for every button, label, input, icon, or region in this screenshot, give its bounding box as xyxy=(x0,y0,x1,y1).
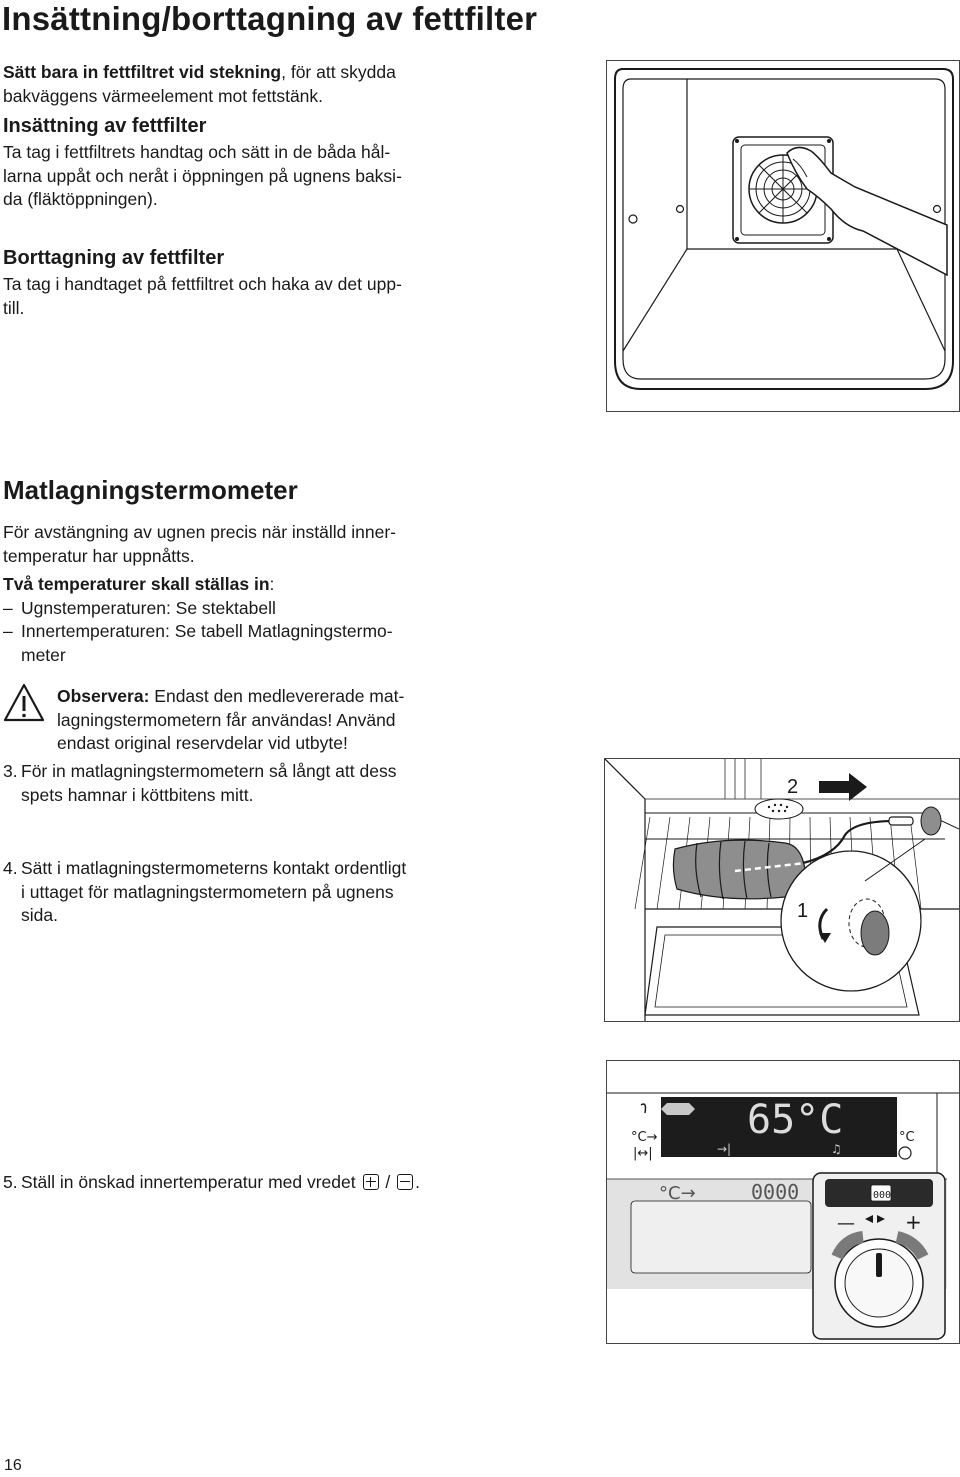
step-3-line: För in matlagningstermometern så långt att dess xyxy=(21,761,397,781)
remove-paragraph xyxy=(3,273,463,320)
dash-item-oven-temp: – Ugnstemperaturen: Se stektabell xyxy=(3,597,459,621)
step-4 xyxy=(3,857,459,928)
warning-line: endast original reservdelar vid utbyte! xyxy=(57,733,348,753)
step-5-number: 5. xyxy=(3,1171,18,1192)
step-3-number: 3. xyxy=(3,761,18,781)
page-title: Insättning/borttagning av fettfilter xyxy=(2,0,538,37)
dash-item-inner-temp xyxy=(3,620,459,667)
warning-bold: Observera: xyxy=(57,686,150,706)
dash-item-inner-temp-line2: meter xyxy=(21,644,66,665)
insert-line: da (fläktöppningen). xyxy=(3,189,158,209)
knob-plus-label: + xyxy=(905,1210,922,1234)
step-4-line: sida. xyxy=(21,905,58,925)
step-5-slash: / xyxy=(385,1171,391,1192)
warning-triangle-icon xyxy=(2,682,46,729)
plus-key-icon xyxy=(363,1174,379,1190)
warning-text xyxy=(57,685,459,756)
svg-text:°C: °C xyxy=(899,1130,915,1145)
callout-2: 2 xyxy=(787,776,799,798)
display-button-label: 000 xyxy=(873,1190,892,1201)
warning-line1: Endast den medlevererade mat- xyxy=(149,686,405,706)
two-temps-bold: Två temperaturer skall ställas in xyxy=(3,574,270,594)
svg-text:°C→: °C→ xyxy=(631,1130,658,1145)
insert-line: Ta tag i fettfiltrets handtag och sätt in de båda hål- xyxy=(3,142,391,162)
minus-key-icon xyxy=(397,1174,413,1190)
svg-text:|↔|: |↔| xyxy=(633,1146,653,1161)
thermometer-intro-line: temperatur har uppnåtts. xyxy=(3,545,195,566)
control-panel-drawing xyxy=(607,1061,959,1343)
step-3 xyxy=(3,760,459,807)
remove-line: Ta tag i handtaget på fettfiltret och haka av det upp- xyxy=(3,274,402,294)
step-4-number: 4. xyxy=(3,858,18,878)
page-number: 16 xyxy=(4,1457,22,1474)
oven-fan-filter-illustration xyxy=(606,60,960,412)
step-5 xyxy=(3,1171,491,1195)
remove-heading: Borttagning av fettfilter xyxy=(3,247,225,269)
remove-line: till. xyxy=(3,297,25,318)
intro-paragraph xyxy=(3,61,463,108)
intro-line2: bakväggens värmeelement mot fettstänk. xyxy=(3,85,324,106)
step-3-line: spets hamnar i köttbitens mitt. xyxy=(21,784,254,805)
svg-text:°C→: °C→ xyxy=(659,1183,696,1204)
step-4-line: Sätt i matlagningstermometerns kontakt ordentligt xyxy=(21,858,407,878)
dash-item-inner-temp-line1: – Innertemperaturen: Se tabell Matlagningstermo- xyxy=(21,621,393,641)
warning-line: lagningstermometern får användas! Använd xyxy=(57,709,396,730)
intro-bold: Sätt bara in fettfiltret vid stekning xyxy=(3,62,282,82)
thermometer-intro xyxy=(3,521,459,568)
intro-rest: , för att skydda xyxy=(281,62,396,82)
callout-1: 1 xyxy=(797,900,809,922)
svg-text:→|: →| xyxy=(717,1142,732,1156)
step-4-line: i uttaget för matlagningstermometern på ugnens xyxy=(21,881,394,902)
temperature-readout: 65°C xyxy=(747,1097,844,1143)
svg-text:♫: ♫ xyxy=(831,1142,842,1156)
two-temperatures-block xyxy=(3,573,459,667)
small-digits: 0000 xyxy=(751,1180,800,1204)
insert-line: larna uppåt och neråt i öppningen på ugnens baksi- xyxy=(3,165,402,186)
insert-heading: Insättning av fettfilter xyxy=(3,115,207,137)
meat-probe-illustration xyxy=(604,758,960,1022)
knob-minus-label: — xyxy=(837,1213,855,1234)
two-temps-colon: : xyxy=(269,574,275,594)
control-panel-illustration xyxy=(606,1060,960,1344)
step-5-text: Ställ in önskad innertemperatur med vredet xyxy=(21,1171,356,1192)
oven-fan-filter-drawing xyxy=(607,61,959,411)
step-5-end: . xyxy=(415,1171,420,1192)
section-title-thermometer: Matlagningstermometer xyxy=(3,475,298,505)
thermometer-intro-line: För avstängning av ugnen precis när inställd inner- xyxy=(3,522,396,542)
meat-probe-drawing xyxy=(605,759,959,1021)
insert-paragraph xyxy=(3,141,463,212)
